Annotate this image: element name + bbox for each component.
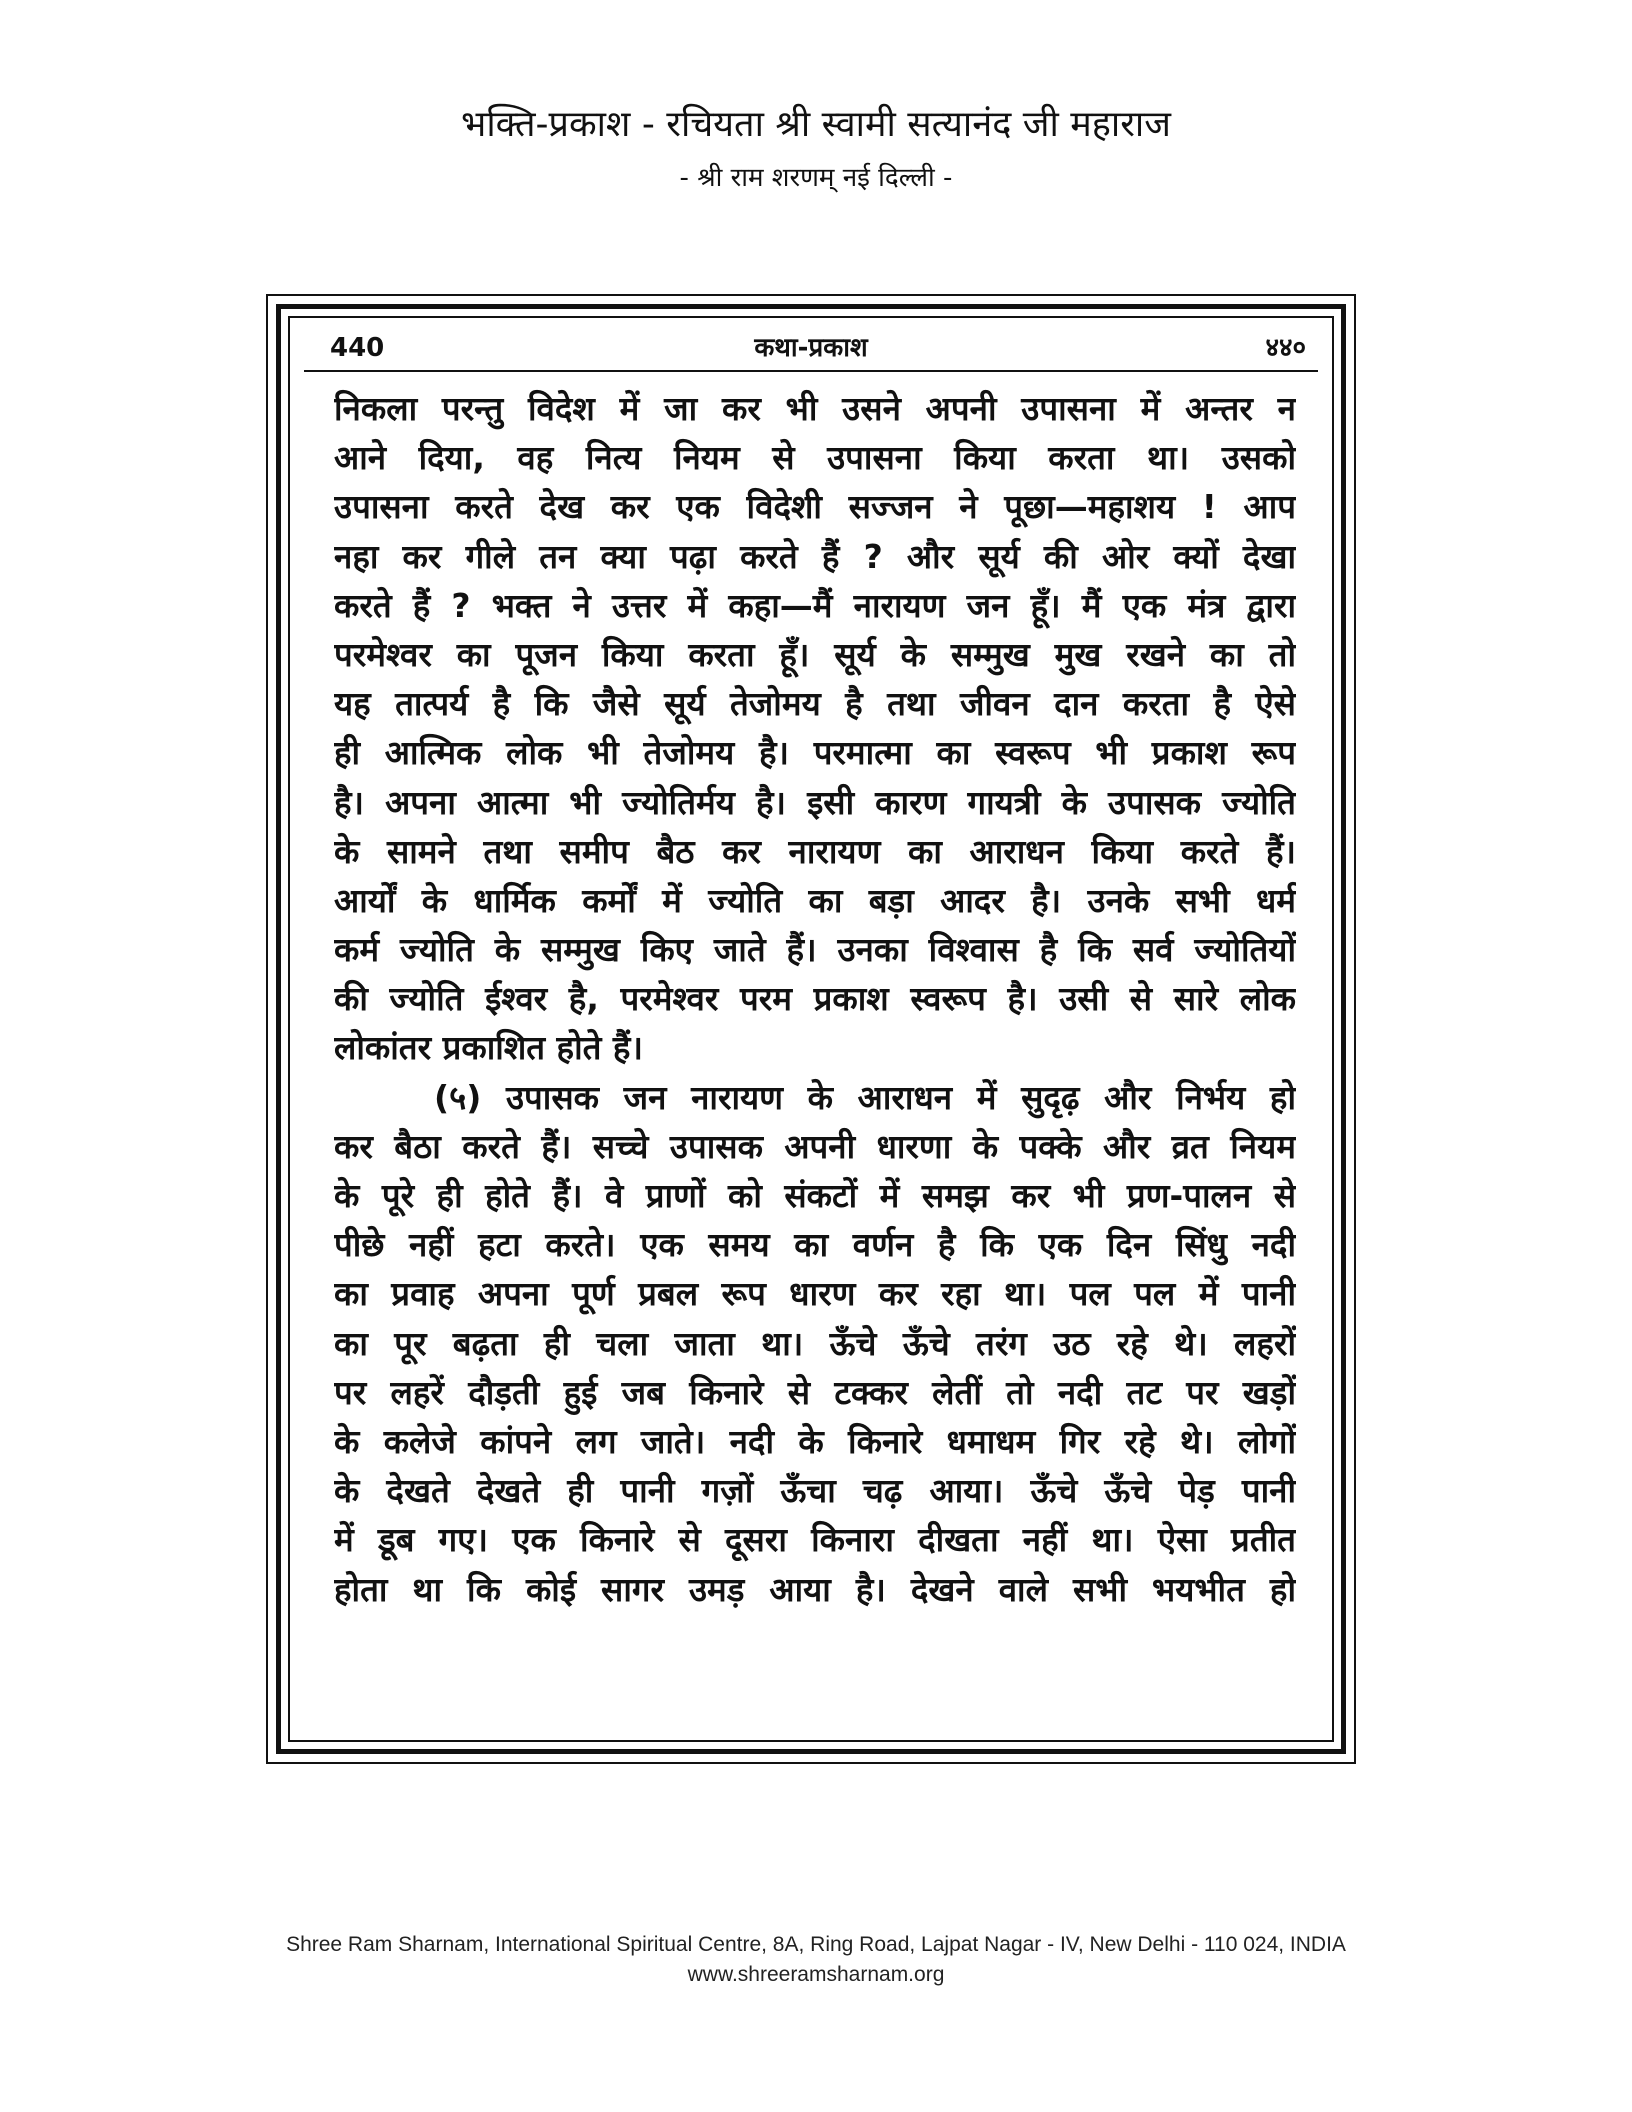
text-line: करते हैं ? भक्त ने उत्तर में कहा—मैं नारायण जन हूँ। मैं एक मंत्र द्वारा (334, 585, 1296, 625)
page-frame-inner-border (288, 316, 1334, 1742)
text-line: के पूरे ही होते हैं। वे प्राणों को संकटों में समझ कर भी प्रण-पालन से (334, 1176, 1296, 1215)
document-footer (0, 1930, 1632, 1990)
page-frame-border (276, 304, 1346, 1754)
page-number-arabic: 440 (330, 333, 385, 363)
text-line: निकला परन्तु विदेश में जा कर भी उसने अपनी उपासना में अन्तर न (334, 389, 1296, 428)
text-line: आर्यों के धार्मिक कर्मों में ज्योति का बड़ा आदर है। उनके सभी धर्म (334, 880, 1296, 920)
section-title: कथा-प्रकाश (754, 333, 868, 363)
paragraph-start-line: (५) उपासक जन नारायण के आराधन में सुदृढ़ और निर्भय हो (434, 1077, 1296, 1117)
book-title: भक्ति-प्रकाश - रचियता श्री स्वामी सत्यानंद जी महाराज (461, 104, 1171, 145)
text-line: की ज्योति ईश्वर है, परमेश्वर परम प्रकाश स्वरूप है। उसी से सारे लोक (334, 979, 1296, 1019)
text-line: परमेश्वर का पूजन किया करता हूँ। सूर्य के सम्मुख मुख रखने का तो (334, 634, 1296, 674)
text-line: में डूब गए। एक किनारे से दूसरा किनारा दीखता नहीं था। ऐसा प्रतीत (334, 1520, 1296, 1560)
text-line: नहा कर गीले तन क्या पढ़ा करते हैं ? और सूर्य की ओर क्यों देखा (334, 536, 1296, 576)
text-line: कर बैठा करते हैं। सच्चे उपासक अपनी धारणा के पक्के और व्रत नियम (334, 1126, 1296, 1166)
text-line: आने दिया, वह नित्य नियम से उपासना किया करता था। उसको (334, 438, 1296, 478)
text-line: है। अपना आत्मा भी ज्योतिर्मय है। इसी कारण गायत्री के उपासक ज्योति (334, 782, 1296, 822)
text-line: के देखते देखते ही पानी गज़ों ऊँचा चढ़ आया। ऊँचे ऊँचे पेड़ पानी (334, 1471, 1296, 1511)
footer-address: Shree Ram Sharnam, International Spiritual Centre, 8A, Ring Road, Lajpat Nagar - IV, New Delhi - 110 024, INDIA (286, 1933, 1346, 1956)
text-line: पर लहरें दौड़ती हुई जब किनारे से टक्कर लेतीं तो नदी तट पर खड़ों (334, 1372, 1296, 1412)
publisher-line: - श्री राम शरणम् नई दिल्ली - (679, 163, 953, 193)
text-line: के कलेजे कांपने लग जाते। नदी के किनारे धमाधम गिर रहे थे। लोगों (334, 1421, 1296, 1461)
text-line: उपासना करते देख कर एक विदेशी सज्जन ने पूछा—महाशय ! आप (334, 487, 1296, 527)
page-number-devanagari: ४४० (1265, 333, 1306, 363)
text-line: के सामने तथा समीप बैठ कर नारायण का आराधन किया करते हैं। (334, 831, 1296, 871)
text-line: यह तात्पर्य है कि जैसे सूर्य तेजोमय है तथा जीवन दान करता है ऐसे (334, 684, 1296, 724)
paragraph-end-line: लोकांतर प्रकाशित होते हैं। (334, 1028, 643, 1068)
text-line: ही आत्मिक लोक भी तेजोमय है। परमात्मा का स्वरूप भी प्रकाश रूप (334, 733, 1296, 773)
page-frame (266, 294, 1356, 1764)
text-line: का प्रवाह अपना पूर्ण प्रबल रूप धारण कर रहा था। पल पल में पानी (334, 1274, 1296, 1314)
document-header (0, 100, 1632, 198)
text-line: कर्म ज्योति के सम्मुख किए जाते हैं। उनका विश्वास है कि सर्व ज्योतियों (334, 930, 1296, 970)
text-line: होता था कि कोई सागर उमड़ आया है। देखने वाले सभी भयभीत हो (334, 1569, 1296, 1609)
body-text (334, 384, 1296, 1614)
page-running-head (304, 326, 1318, 372)
text-line: पीछे नहीं हटा करते। एक समय का वर्णन है कि एक दिन सिंधु नदी (334, 1225, 1296, 1265)
footer-website-link[interactable]: www.shreeramsharnam.org (687, 1963, 945, 1986)
text-line: का पूर बढ़ता ही चला जाता था। ऊँचे ऊँचे तरंग उठ रहे थे। लहरों (334, 1323, 1296, 1363)
